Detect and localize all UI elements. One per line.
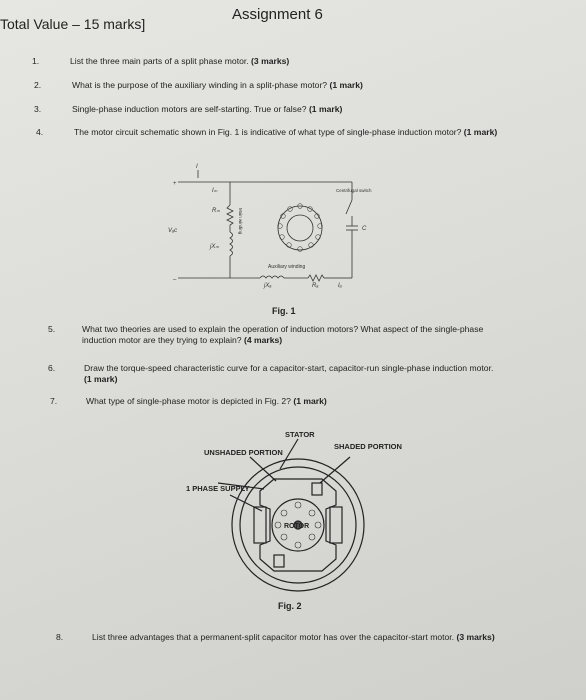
- question-text: What two theories are used to explain the operation of induction motors? What aspect of the single-phase induction motor are they trying to explain?: [82, 324, 484, 345]
- question-text: List three advantages that a permanent-split capacitor motor has over the capacitor-start motor.: [92, 632, 455, 642]
- question-marks: (3 marks): [251, 56, 290, 66]
- question-number: 8.: [56, 632, 64, 642]
- fig1-plus-label: +: [173, 181, 177, 187]
- question-4: [36, 127, 504, 138]
- fig1-rm-label: Rₘ: [212, 208, 221, 214]
- fig2-unshaded-label: UNSHADED PORTION: [204, 448, 283, 457]
- question-number: 3.: [34, 104, 42, 114]
- fig1-vac-label: Vₐc: [168, 228, 178, 234]
- question-number: 6.: [48, 363, 56, 373]
- question-number: 4.: [36, 127, 44, 137]
- question-number: 2.: [34, 80, 42, 90]
- fig1-caption: Fig. 1: [272, 306, 296, 316]
- fig1-capacitor-label: C: [362, 226, 367, 232]
- question-text: Draw the torque-speed characteristic curve for a capacitor-start, capacitor-run single-phase induction motor.: [84, 363, 494, 373]
- question-marks: (1 mark): [463, 127, 498, 137]
- assignment-title: Assignment 6: [232, 6, 323, 23]
- question-number: 7.: [50, 396, 58, 406]
- fig1-ra-label: Rₐ: [312, 283, 319, 289]
- fig2-shaded-label: SHADED PORTION: [334, 442, 402, 451]
- fig1-xa-label: jXₐ: [264, 283, 272, 289]
- fig1-ia-label: Iₐ: [338, 283, 342, 289]
- question-number: 5.: [48, 324, 56, 334]
- fig1-main-winding-label: Main winding: [238, 208, 243, 235]
- fig2-rotor-label: ROTOR: [284, 523, 310, 530]
- fig1-minus-label: –: [173, 277, 177, 283]
- question-marks: (4 marks): [243, 335, 283, 345]
- question-marks: (1 mark): [329, 80, 363, 90]
- question-text: Single-phase induction motors are self-starting. True or false?: [72, 104, 307, 114]
- fig1-switch-label: Centrifugal switch: [336, 188, 372, 193]
- question-number: 1.: [32, 56, 40, 66]
- question-text: What type of single-phase motor is depicted in Fig. 2?: [86, 396, 291, 406]
- question-3: [34, 104, 512, 115]
- fig1-im-label: Iₘ: [212, 188, 218, 194]
- question-5: [48, 324, 492, 346]
- fig1-current-label: I: [196, 164, 198, 170]
- question-marks: (1 mark): [84, 374, 118, 384]
- fig1-xm-label: jXₘ: [210, 244, 220, 250]
- total-value-label: Total Value – 15 marks]: [0, 16, 146, 32]
- fig2-caption: Fig. 2: [278, 601, 302, 611]
- question-marks: (3 marks): [456, 632, 495, 642]
- question-text: What is the purpose of the auxiliary winding in a split-phase motor?: [72, 80, 328, 90]
- question-2: [34, 80, 512, 91]
- fig1-circuit-schematic: [160, 160, 400, 295]
- question-6: [48, 363, 494, 385]
- question-text: The motor circuit schematic shown in Fig. 1 is indicative of what type of single-phase induction motor?: [74, 127, 462, 137]
- fig2-shaded-pole-motor: [180, 425, 410, 595]
- question-8: [56, 632, 522, 643]
- fig1-aux-winding-label: Auxiliary winding: [268, 264, 306, 270]
- fig2-stator-label: STATOR: [285, 430, 315, 439]
- question-text: List the three main parts of a split phase motor.: [70, 56, 249, 66]
- question-marks: (1 mark): [293, 396, 327, 406]
- fig2-supply-label: 1 PHASE SUPPLY: [186, 484, 250, 493]
- question-marks: (1 mark): [308, 104, 343, 114]
- question-7: [50, 396, 526, 407]
- question-1: [32, 56, 510, 67]
